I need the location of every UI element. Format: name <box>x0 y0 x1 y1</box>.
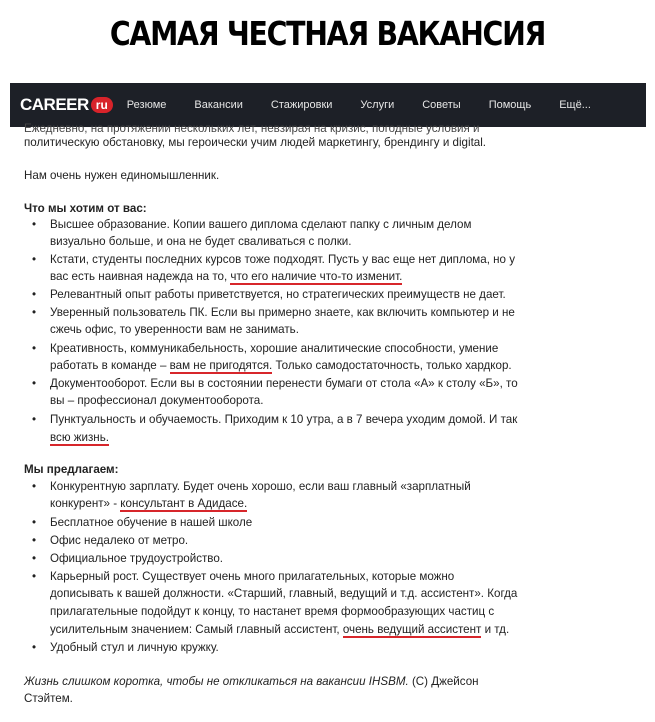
list-item: Удобный стул и личную кружку. <box>50 641 219 654</box>
list-item: Бесплатное обучение в нашей школе <box>50 516 253 529</box>
list-item-cont <box>50 495 247 513</box>
list-item: Высшее образование. Копии вашего диплома сделают папку с личным делом <box>50 218 472 231</box>
list-item-cont <box>50 268 402 286</box>
nav-item-more[interactable]: Ещё... <box>559 99 591 111</box>
nav-item-help[interactable]: Помощь <box>488 99 532 111</box>
list-item: Офис недалеко от метро. <box>50 534 189 547</box>
underlined-text: очень ведущий ассистент <box>342 623 482 636</box>
bullet: • <box>32 218 37 231</box>
list-item-cont: вы – профессионал документооборота. <box>50 394 264 407</box>
list-item: Конкурентную зарплату. Будет очень хорошо, если ваш главный «зарплатный <box>50 480 471 493</box>
list-item: Пунктуальность и обучаемость. Приходим к 10 утра, а в 7 вечера уходим домой. И так <box>50 413 518 426</box>
bullet: • <box>32 413 37 426</box>
bullet: • <box>32 306 37 319</box>
list-item: Уверенный пользователь ПК. Если вы примерно знаете, как включить компьютер и не <box>50 306 515 319</box>
underlined-text: консультант в Адидасе. <box>120 497 248 510</box>
list-item-cont: сжечь офис, то уверенности вам не занимать. <box>50 323 299 336</box>
list-item-cont: дописывать к вашей должности. «Старший, главный, ведущий и т.д. ассистент». Когда <box>50 587 518 600</box>
bullet: • <box>32 552 37 565</box>
text-part: работать в команде – <box>50 359 170 372</box>
text-part: конкурент» - <box>50 497 121 510</box>
bullet: • <box>32 480 37 493</box>
list-item-cont: визуально больше, и она не будет сваливаться с полки. <box>50 235 352 248</box>
nav-item-services[interactable]: Услуги <box>360 99 395 111</box>
nav-item-vacancies[interactable]: Вакансии <box>194 99 243 111</box>
list-item: Официальное трудоустройство. <box>50 552 223 565</box>
bullet: • <box>32 570 37 583</box>
list-item: Релевантный опыт работы приветствуется, но стратегических преимуществ не дает. <box>50 288 506 301</box>
screenshot <box>10 83 646 715</box>
text-part: вас есть наивная надежда на то, <box>50 270 231 283</box>
bullet: • <box>32 641 37 654</box>
text-part: Только самодостаточность, только хардкор. <box>272 359 512 372</box>
list-item-cont <box>50 429 109 447</box>
quote-italic: Жизнь слишком коротка, чтобы не откликаться на вакансии IHSBM. <box>24 675 409 688</box>
underlined-text: вам не пригодятся. <box>169 359 273 372</box>
list-item: Креативность, коммуникабельность, хорошие аналитические способности, умение <box>50 342 499 355</box>
bullet: • <box>32 534 37 547</box>
offer-heading: Мы предлагаем: <box>24 463 119 476</box>
list-item: Кстати, студенты последних курсов тоже подходят. Пусть у вас еще нет диплома, но у <box>50 253 516 266</box>
bullet: • <box>32 253 37 266</box>
text-part: усилительным значением: Самый главный ассистент, <box>50 623 343 636</box>
bullet: • <box>32 516 37 529</box>
need-line: Нам очень нужен единомышленник. <box>24 169 220 182</box>
list-item-cont: прилагательные подойдут к концу, то настанет время формообразующих частиц с <box>50 605 495 618</box>
intro-line-cut: Ежедневно, на протяжении нескольких лет, невзирая на кризис, погодные условия и <box>24 122 480 135</box>
underlined-text: что его наличие что-то изменит. <box>230 270 403 283</box>
bullet: • <box>32 288 37 301</box>
quote-author: Стэйтем. <box>24 692 73 705</box>
bullet: • <box>32 342 37 355</box>
list-item: Документооборот. Если вы в состоянии перенести бумаги от стола «А» к столу «Б», то <box>50 377 518 390</box>
intro-line: политическую обстановку, мы героически учим людей маркетингу, брендингу и digital. <box>24 136 487 149</box>
list-item-cont <box>50 621 509 639</box>
quote-rest: (С) Джейсон <box>408 675 479 688</box>
underlined-text: всю жизнь. <box>50 431 109 444</box>
text-part: и тд. <box>481 623 510 636</box>
nav-item-resume[interactable]: Резюме <box>126 99 167 111</box>
list-item-cont <box>50 357 512 375</box>
want-heading: Что мы хотим от вас: <box>24 202 147 215</box>
nav-item-tips[interactable]: Советы <box>422 99 461 111</box>
nav-item-internships[interactable]: Стажировки <box>270 99 333 111</box>
meme-title: САМАЯ ЧЕСТНАЯ ВАКАНСИЯ <box>109 14 546 53</box>
list-item: Карьерный рост. Существует очень много прилагательных, которые можно <box>50 570 455 583</box>
logo-badge: ru <box>91 97 113 113</box>
logo-text: CAREER <box>20 95 89 114</box>
bullet: • <box>32 377 37 390</box>
quote-line <box>24 673 479 691</box>
career-logo[interactable] <box>20 95 113 115</box>
